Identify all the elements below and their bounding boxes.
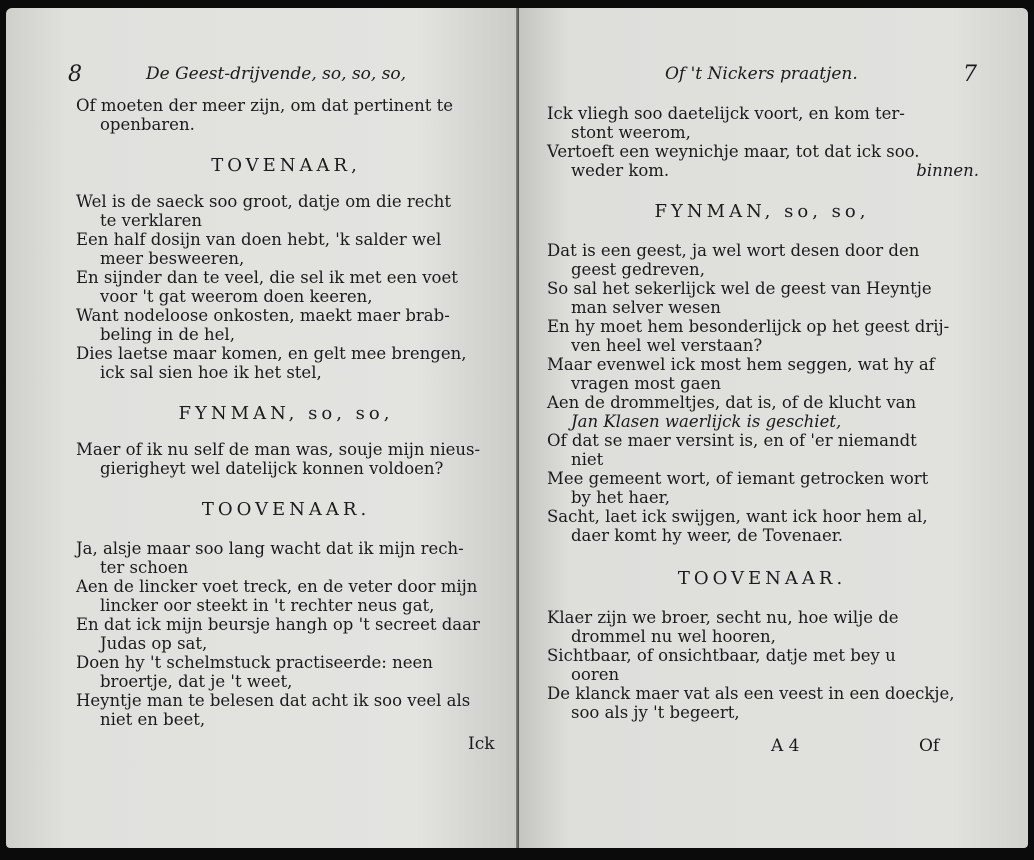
verse-line: Ja, alsje maar soo lang wacht dat ik mijn rech- bbox=[76, 539, 464, 558]
verse-block bbox=[76, 440, 496, 478]
verse-line: Ick vliegh soo daetelijck voort, en kom ter- bbox=[547, 104, 905, 123]
book-spread bbox=[6, 8, 1028, 848]
verse-line: gierigheyt wel datelijck konnen voldoen? bbox=[100, 459, 444, 478]
left-page-number: 8 bbox=[68, 62, 82, 87]
verse-line: Mee gemeent wort, of iemant getrocken wort bbox=[547, 469, 929, 488]
speaker-heading: FYNMAN, so, so, bbox=[178, 403, 394, 424]
verse-line: niet bbox=[571, 450, 604, 469]
verse-line: Of dat se maer versint is, en of 'er niemandt bbox=[547, 431, 917, 450]
verse-line: Dies laetse maar komen, en gelt mee brengen, bbox=[76, 344, 467, 363]
speaker-heading: TOVENAAR, bbox=[211, 155, 361, 176]
signature-mark: A 4 bbox=[771, 736, 800, 756]
verse-line: Judas op sat, bbox=[100, 634, 208, 653]
verse-line: geest gedreven, bbox=[571, 260, 705, 279]
verse-block bbox=[76, 539, 496, 729]
verse-line: voor 't gat weerom doen keeren, bbox=[100, 287, 373, 306]
left-catchword: Ick bbox=[468, 734, 495, 754]
right-page-text bbox=[547, 104, 977, 722]
verse-block bbox=[547, 608, 977, 722]
verse-line: En sijnder dan te veel, die sel ik met een voet bbox=[76, 268, 458, 287]
verse-line: Aen de drommeltjes, dat is, of de klucht van bbox=[547, 393, 917, 412]
right-page-number: 7 bbox=[963, 62, 977, 87]
verse-line bbox=[547, 161, 977, 180]
verse-line: ick sal sien hoe ik het stel, bbox=[100, 363, 322, 382]
right-catchword: Of bbox=[919, 736, 940, 756]
verse-line: Sacht, laet ick swijgen, want ick hoor hem al, bbox=[547, 507, 928, 526]
stage-direction: binnen. bbox=[916, 161, 979, 180]
verse-line: De klanck maer vat als een veest in een doeckje, bbox=[547, 684, 955, 703]
verse-line: Wel is de saeck soo groot, datje om die recht bbox=[76, 192, 452, 211]
right-running-head: Of 't Nickers praatjen. bbox=[665, 64, 858, 84]
verse-line: niet en beet, bbox=[100, 710, 206, 729]
verse-line: ven heel wel verstaan? bbox=[571, 336, 763, 355]
right-page bbox=[519, 8, 1028, 848]
verse-line: beling in de hel, bbox=[100, 325, 235, 344]
speaker-heading: TOOVENAAR. bbox=[201, 499, 371, 520]
verse-line: te verklaren bbox=[100, 211, 203, 230]
verse-line: So sal het sekerlijck wel de geest van Heyntje bbox=[547, 279, 932, 298]
verse-block bbox=[76, 192, 496, 382]
verse-line: Een half dosijn van doen hebt, 'k salder wel bbox=[76, 230, 442, 249]
verse-line: Sichtbaar, of onsichtbaar, datje met bey u bbox=[547, 646, 896, 665]
verse-line: Klaer zijn we broer, secht nu, hoe wilje de bbox=[547, 608, 899, 627]
verse-line: drommel nu wel hooren, bbox=[571, 627, 776, 646]
verse-line: broertje, dat je 't weet, bbox=[100, 672, 293, 691]
verse-line: by het haer, bbox=[571, 488, 670, 507]
speaker-heading: FYNMAN, so, so, bbox=[654, 201, 870, 222]
verse-line: Maar evenwel ick most hem seggen, wat hy af bbox=[547, 355, 935, 374]
verse-line: Want nodeloose onkosten, maekt maer brab- bbox=[76, 306, 450, 325]
left-running-head: De Geest-drijvende, so, so, so, bbox=[146, 64, 407, 84]
verse-line: Of moeten der meer zijn, om dat pertinent te bbox=[76, 96, 453, 115]
verse-line: daer komt hy weer, de Tovenaer. bbox=[571, 526, 844, 545]
verse-line: Doen hy 't schelmstuck practiseerde: neen bbox=[76, 653, 433, 672]
verse-line: lincker oor steekt in 't rechter neus gat, bbox=[100, 596, 435, 615]
verse-line: meer besweeren, bbox=[100, 249, 245, 268]
verse-line: En dat ick mijn beursje hangh op 't secreet daar bbox=[76, 615, 480, 634]
verse-line: vragen most gaen bbox=[571, 374, 721, 393]
verse-line: stont weerom, bbox=[571, 123, 691, 142]
speaker-heading: TOOVENAAR. bbox=[677, 568, 847, 589]
verse-line: Heyntje man te belesen dat acht ik soo veel als bbox=[76, 691, 471, 710]
verse-block bbox=[547, 241, 977, 545]
verse-line: openbaren. bbox=[100, 115, 195, 134]
verse-block bbox=[76, 96, 496, 134]
verse-line: Maer of ik nu self de man was, souje mijn nieus- bbox=[76, 440, 481, 459]
verse-line: Dat is een geest, ja wel wort desen door den bbox=[547, 241, 920, 260]
verse-line: soo als jy 't begeert, bbox=[571, 703, 740, 722]
verse-line: ooren bbox=[571, 665, 620, 684]
verse-line: Aen de lincker voet treck, en de veter door mijn bbox=[76, 577, 478, 596]
verse-line-text: weder kom. bbox=[571, 161, 670, 180]
verse-line: Jan Klasen waerlijck is geschiet, bbox=[571, 412, 842, 431]
verse-line: En hy moet hem besonderlijck op het geest drij- bbox=[547, 317, 950, 336]
left-page-text bbox=[76, 96, 496, 729]
verse-line: Vertoeft een weynichje maar, tot dat ick soo. bbox=[547, 142, 920, 161]
verse-line: man selver wesen bbox=[571, 298, 721, 317]
verse-line: ter schoen bbox=[100, 558, 189, 577]
verse-block bbox=[547, 104, 977, 180]
left-page bbox=[6, 8, 519, 848]
